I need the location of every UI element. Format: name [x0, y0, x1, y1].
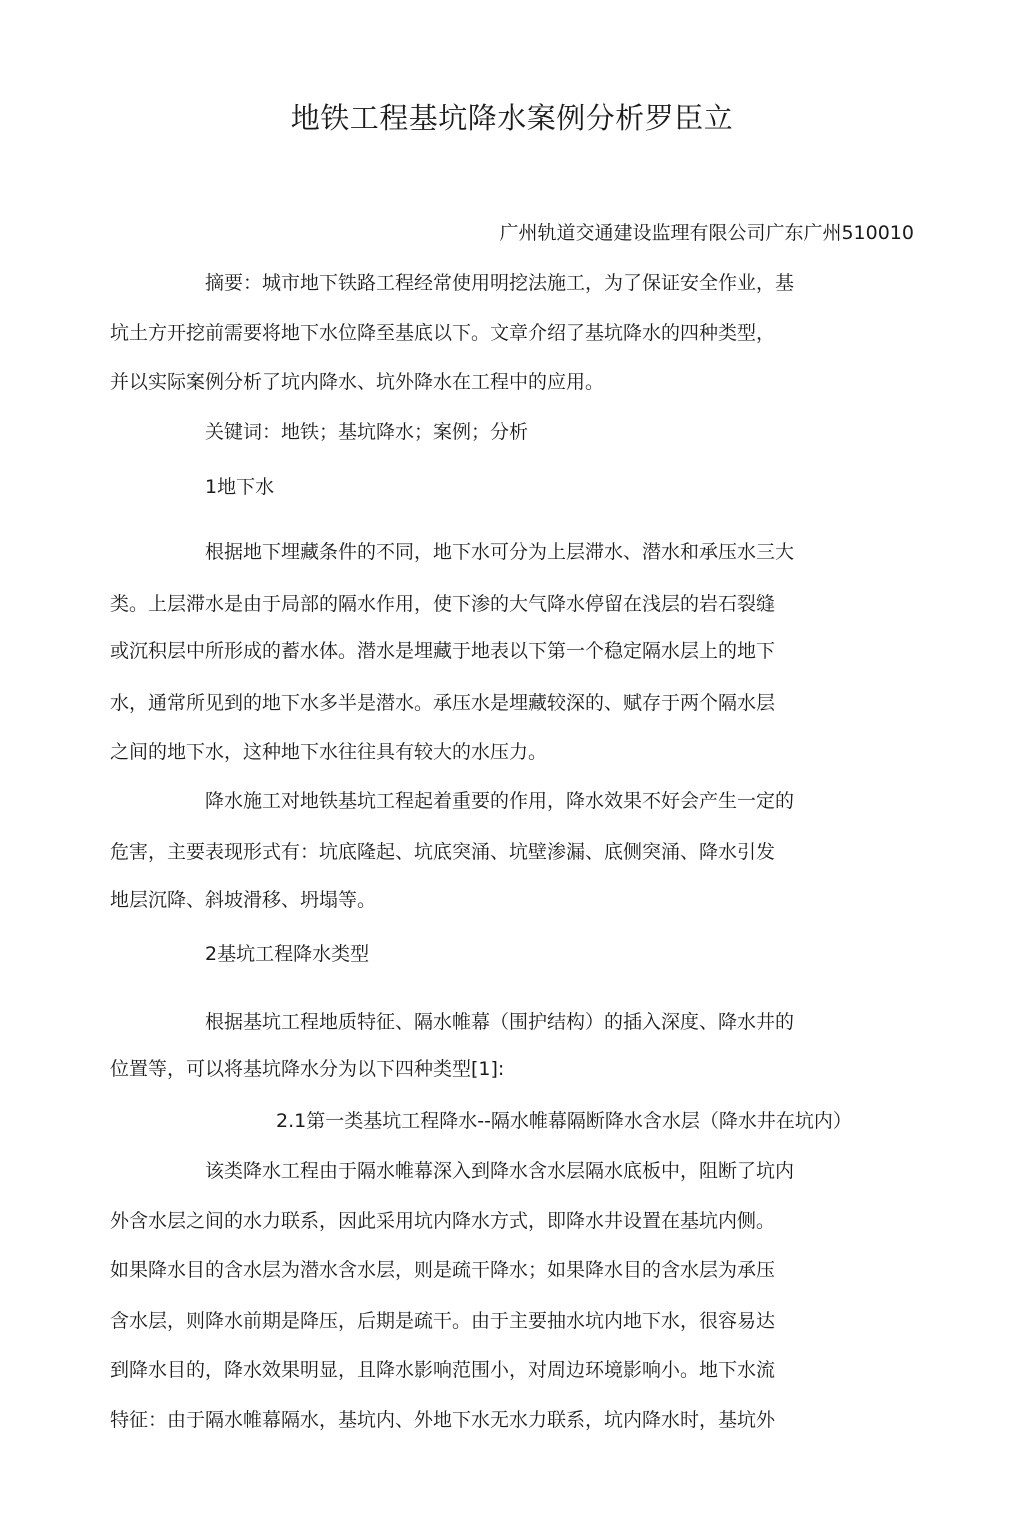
paragraph-line: 该类降水工程由于隔水帷幕深入到降水含水层隔水底板中，阻断了坑内: [205, 1160, 795, 1182]
keywords-line: 关键词：地铁；基坑降水；案例；分析: [205, 421, 529, 443]
paragraph-line: 之间的地下水，这种地下水往往具有较大的水压力。: [110, 741, 548, 763]
paragraph-line: 如果降水目的含水层为潜水含水层，则是疏干降水；如果降水目的含水层为承压: [110, 1259, 776, 1281]
paragraph-line: 含水层，则降水前期是降压，后期是疏干。由于主要抽水坑内地下水，很容易达: [110, 1310, 776, 1332]
subsection-heading: 2.1第一类基坑工程降水--隔水帷幕隔断降水含水层（降水井在坑内）: [276, 1110, 852, 1132]
paragraph-line: 特征：由于隔水帷幕隔水，基坑内、外地下水无水力联系，坑内降水时，基坑外: [110, 1409, 776, 1431]
paragraph-line: 位置等，可以将基坑降水分为以下四种类型[1]:: [110, 1058, 505, 1080]
paragraph-line: 根据基坑工程地质特征、隔水帷幕（围护结构）的插入深度、降水井的: [205, 1011, 795, 1033]
paragraph-line: 水，通常所见到的地下水多半是潜水。承压水是埋藏较深的、赋存于两个隔水层: [110, 692, 776, 714]
document-title: 地铁工程基坑降水案例分析罗臣立: [290, 101, 734, 135]
paragraph-line: 或沉积层中所形成的蓄水体。潜水是埋藏于地表以下第一个稳定隔水层上的地下: [110, 640, 776, 662]
paragraph-line: 地层沉降、斜坡滑移、坍塌等。: [110, 889, 377, 911]
paragraph-line: 到降水目的，降水效果明显，且降水影响范围小，对周边环境影响小。地下水流: [110, 1359, 776, 1381]
paragraph-line: 类。上层滞水是由于局部的隔水作用，使下渗的大气降水停留在浅层的岩石裂缝: [110, 593, 776, 615]
paragraph-line: 外含水层之间的水力联系，因此采用坑内降水方式，即降水井设置在基坑内侧。: [110, 1210, 776, 1232]
paragraph-line: 根据地下埋藏条件的不同，地下水可分为上层滞水、潜水和承压水三大: [205, 541, 795, 563]
abstract-line: 坑土方开挖前需要将地下水位降至基底以下。文章介绍了基坑降水的四种类型，: [110, 322, 776, 344]
section-heading: 2基坑工程降水类型: [205, 943, 370, 965]
paragraph-line: 降水施工对地铁基坑工程起着重要的作用，降水效果不好会产生一定的: [205, 790, 795, 812]
paragraph-line: 危害，主要表现形式有：坑底隆起、坑底突涌、坑壁渗漏、底侧突涌、降水引发: [110, 841, 776, 863]
abstract-line: 摘要：城市地下铁路工程经常使用明挖法施工，为了保证安全作业，基: [205, 272, 795, 294]
author-affiliation: 广州轨道交通建设监理有限公司广东广州510010: [499, 222, 914, 244]
section-heading: 1地下水: [205, 476, 275, 498]
abstract-line: 并以实际案例分析了坑内降水、坑外降水在工程中的应用。: [110, 371, 605, 393]
